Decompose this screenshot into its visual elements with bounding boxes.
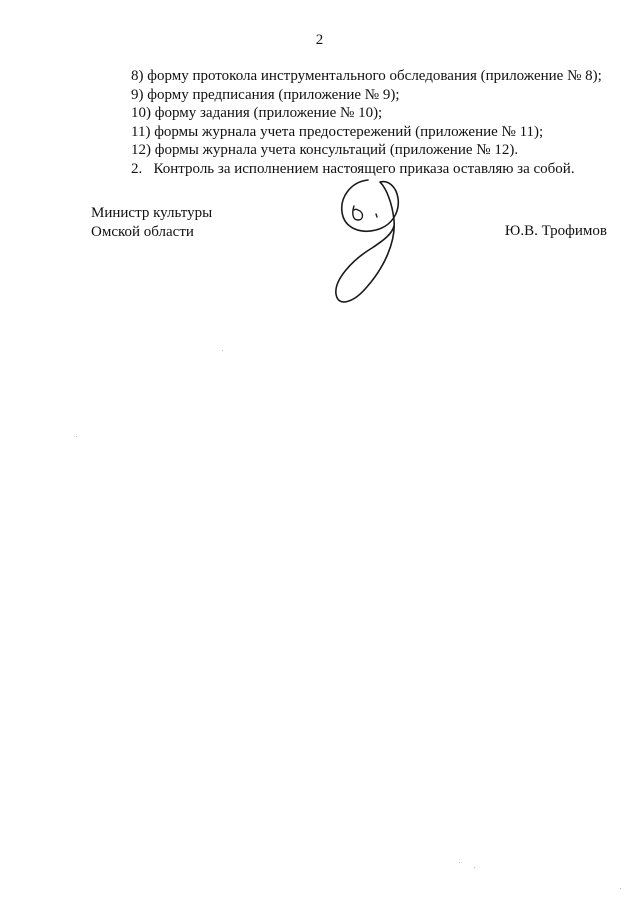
- handwritten-signature: [328, 176, 408, 312]
- scan-speck: [222, 350, 223, 351]
- scan-speck: [459, 862, 460, 863]
- scan-speck: [474, 867, 475, 868]
- list-item: 8) форму протокола инструментального обследования (приложение № 8);: [131, 68, 602, 84]
- position-line: Омской области: [91, 223, 194, 240]
- scan-speck: [620, 888, 621, 889]
- list-item: 9) форму предписания (приложение № 9);: [131, 86, 400, 103]
- order-items-list: [131, 67, 631, 178]
- page-number: 2: [315, 32, 324, 48]
- list-item: 10) форму задания (приложение № 10);: [131, 105, 383, 121]
- list-item: 11) формы журнала учета предостережений (приложение № 11);: [131, 123, 544, 140]
- scan-speck: [76, 436, 77, 437]
- list-item: 12) формы журнала учета консультаций (приложение № 12).: [131, 142, 519, 158]
- signatory-name: Ю.В. Трофимов: [504, 223, 607, 239]
- position-line: Министр культуры: [91, 205, 213, 221]
- signatory-position: [91, 204, 212, 241]
- control-clause: 2. Контроль за исполнением настоящего приказа оставляю за собой.: [131, 160, 575, 177]
